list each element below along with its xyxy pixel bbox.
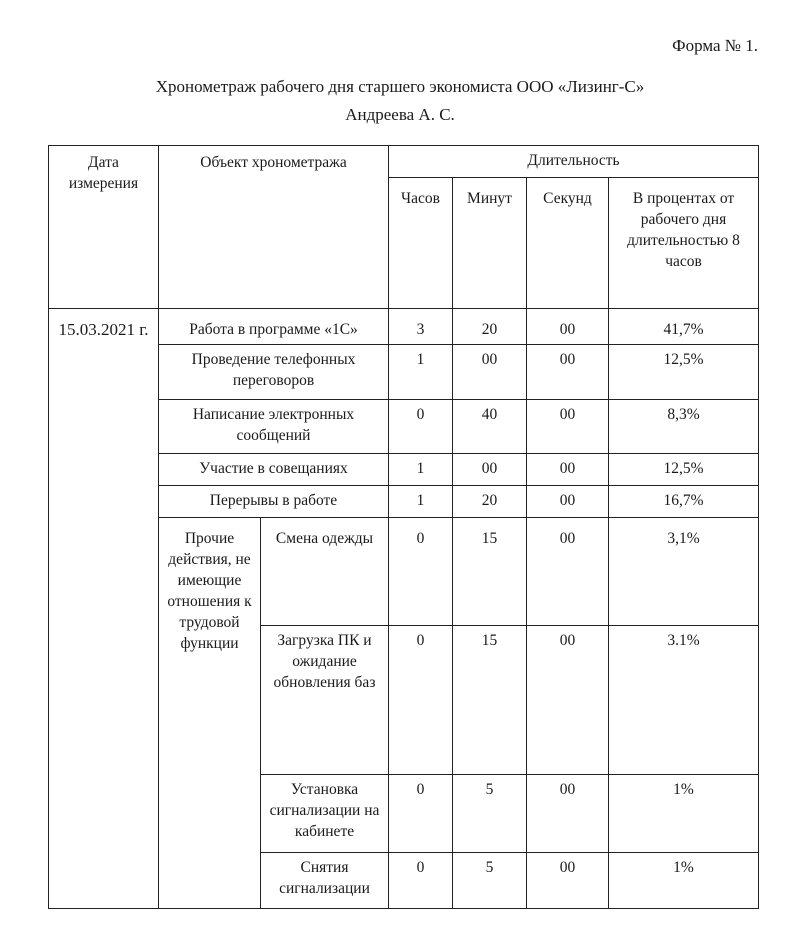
sub-row-object: Смена одежды [261, 518, 389, 626]
other-actions-group: Прочие действия, не имеющие отношения к трудовой функции [159, 518, 261, 909]
header-percent: В процентах от рабочего дня длительностью 8 часов [609, 178, 759, 309]
row-hours: 1 [389, 486, 453, 518]
sub-row-seconds: 00 [527, 775, 609, 853]
header-seconds: Секунд [527, 178, 609, 309]
row-hours: 1 [389, 345, 453, 399]
sub-row-percent: 3,1% [609, 518, 759, 626]
row-hours: 0 [389, 399, 453, 453]
sub-row-hours: 0 [389, 626, 453, 775]
row-minutes: 00 [453, 453, 527, 485]
row-percent: 41,7% [609, 309, 759, 345]
sub-row-percent: 1% [609, 775, 759, 853]
header-minutes: Минут [453, 178, 527, 309]
header-duration: Длительность [389, 146, 759, 178]
sub-row-minutes: 15 [453, 518, 527, 626]
row-percent: 12,5% [609, 453, 759, 485]
row-hours: 1 [389, 453, 453, 485]
header-hours: Часов [389, 178, 453, 309]
row-seconds: 00 [527, 345, 609, 399]
row-percent: 16,7% [609, 486, 759, 518]
row-object: Работа в программе «1С» [159, 309, 389, 345]
row-minutes: 20 [453, 486, 527, 518]
row-minutes: 40 [453, 399, 527, 453]
sub-row-minutes: 5 [453, 852, 527, 908]
document-title: Хронометраж рабочего дня старшего экономиста ООО «Лизинг-С» [155, 77, 645, 96]
sub-row-object: Снятия сигнализации [261, 852, 389, 908]
row-hours: 3 [389, 309, 453, 345]
sub-row-percent: 3.1% [609, 626, 759, 775]
row-seconds: 00 [527, 486, 609, 518]
sub-row-seconds: 00 [527, 626, 609, 775]
sub-row-object: Установка сигнализации на кабинете [261, 775, 389, 853]
row-minutes: 00 [453, 345, 527, 399]
sub-row-minutes: 15 [453, 626, 527, 775]
row-minutes: 20 [453, 309, 527, 345]
row-object: Написание электронных сообщений [159, 399, 389, 453]
row-object: Проведение телефонных переговоров [159, 345, 389, 399]
sub-row-hours: 0 [389, 852, 453, 908]
date-cell: 15.03.2021 г. [49, 309, 159, 909]
document-subtitle: Андреева А. С. [345, 105, 455, 124]
sub-row-hours: 0 [389, 775, 453, 853]
sub-row-seconds: 00 [527, 518, 609, 626]
row-object: Перерывы в работе [159, 486, 389, 518]
header-object: Объект хронометража [159, 146, 389, 309]
sub-row-percent: 1% [609, 852, 759, 908]
row-object: Участие в совещаниях [159, 453, 389, 485]
sub-row-object: Загрузка ПК и ожидание обновления баз [261, 626, 389, 775]
timing-table [48, 145, 759, 909]
sub-row-hours: 0 [389, 518, 453, 626]
form-number: Форма № 1. [672, 36, 758, 55]
row-percent: 12,5% [609, 345, 759, 399]
row-seconds: 00 [527, 399, 609, 453]
row-seconds: 00 [527, 453, 609, 485]
sub-row-minutes: 5 [453, 775, 527, 853]
row-seconds: 00 [527, 309, 609, 345]
row-percent: 8,3% [609, 399, 759, 453]
sub-row-seconds: 00 [527, 852, 609, 908]
header-date: Дата измерения [49, 146, 159, 309]
